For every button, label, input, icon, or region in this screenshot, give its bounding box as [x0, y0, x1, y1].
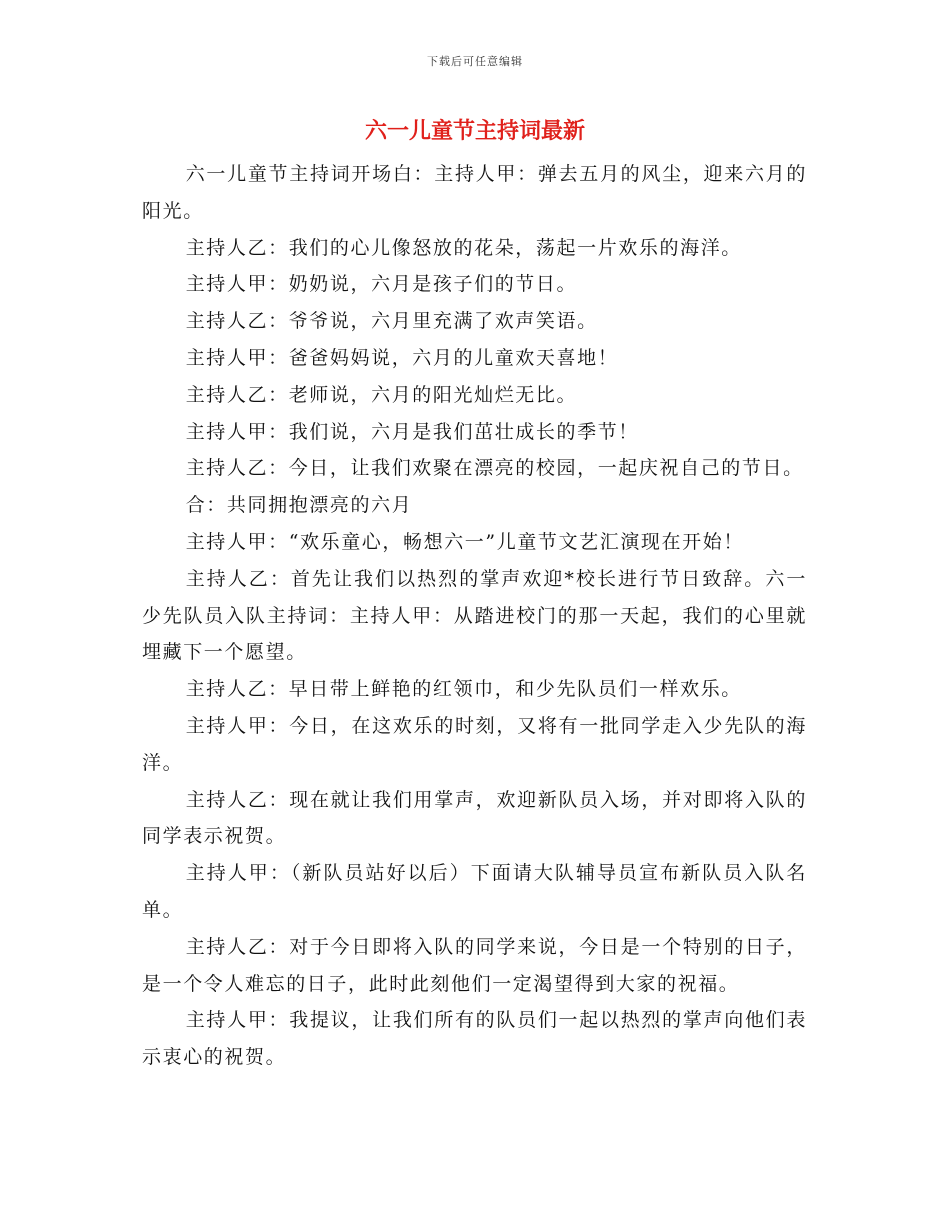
paragraph: 主持人乙：我们的心儿像怒放的花朵，荡起一片欢乐的海洋。	[185, 236, 742, 259]
paragraph: 主持人甲：我们说，六月是我们茁壮成长的季节！	[185, 420, 639, 443]
paragraph: 合：共同拥抱漂亮的六月	[185, 494, 413, 517]
paragraph: 主持人甲：今日，在这欢乐的时刻，又将有一批同学走入少先队的海洋。	[142, 714, 807, 774]
page-header-note: 下载后可任意编辑	[427, 55, 523, 68]
paragraph: 主持人乙：早日带上鲜艳的红领巾，和少先队员们一样欢乐。	[185, 678, 742, 701]
paragraph: 主持人乙：首先让我们以热烈的掌声欢迎*校长进行节日致辞。六一少先队员入队主持词：主持人甲：从踏进校门的那一天起，我们的心里就埋藏下一个愿望。	[142, 567, 807, 664]
paragraph: 主持人甲：奶奶说，六月是孩子们的节日。	[185, 273, 578, 296]
paragraph: 主持人甲：（新队员站好以后）下面请大队辅导员宣布新队员入队名单。	[142, 862, 807, 921]
paragraph: 主持人乙：老师说，六月的阳光灿烂无比。	[185, 383, 578, 406]
paragraph: 主持人乙：现在就让我们用掌声，欢迎新队员入场，并对即将入队的同学表示祝贺。	[142, 788, 807, 848]
paragraph: 主持人甲：爸爸妈妈说，六月的儿童欢天喜地！	[185, 346, 619, 369]
paragraph: 六一儿童节主持词开场白：主持人甲：弹去五月的风尘，迎来六月的阳光。	[142, 163, 807, 222]
paragraph: 主持人甲：我提议，让我们所有的队员们一起以热烈的掌声向他们表示衷心的祝贺。	[142, 1009, 807, 1069]
paragraph: 主持人乙：爷爷说，六月里充满了欢声笑语。	[185, 310, 598, 333]
document-title: 六一儿童节主持词最新	[364, 119, 585, 144]
document-body	[142, 156, 807, 1076]
paragraph: 主持人乙：对于今日即将入队的同学来说，今日是一个特别的日子，是一个令人难忘的日子，此时此刻他们一定渴望得到大家的祝福。	[142, 935, 807, 995]
paragraph: 主持人乙：今日，让我们欢聚在漂亮的校园，一起庆祝自己的节日。	[185, 457, 804, 480]
paragraph: 主持人甲：“欢乐童心，畅想六一”儿童节文艺汇演现在开始！	[185, 530, 744, 553]
